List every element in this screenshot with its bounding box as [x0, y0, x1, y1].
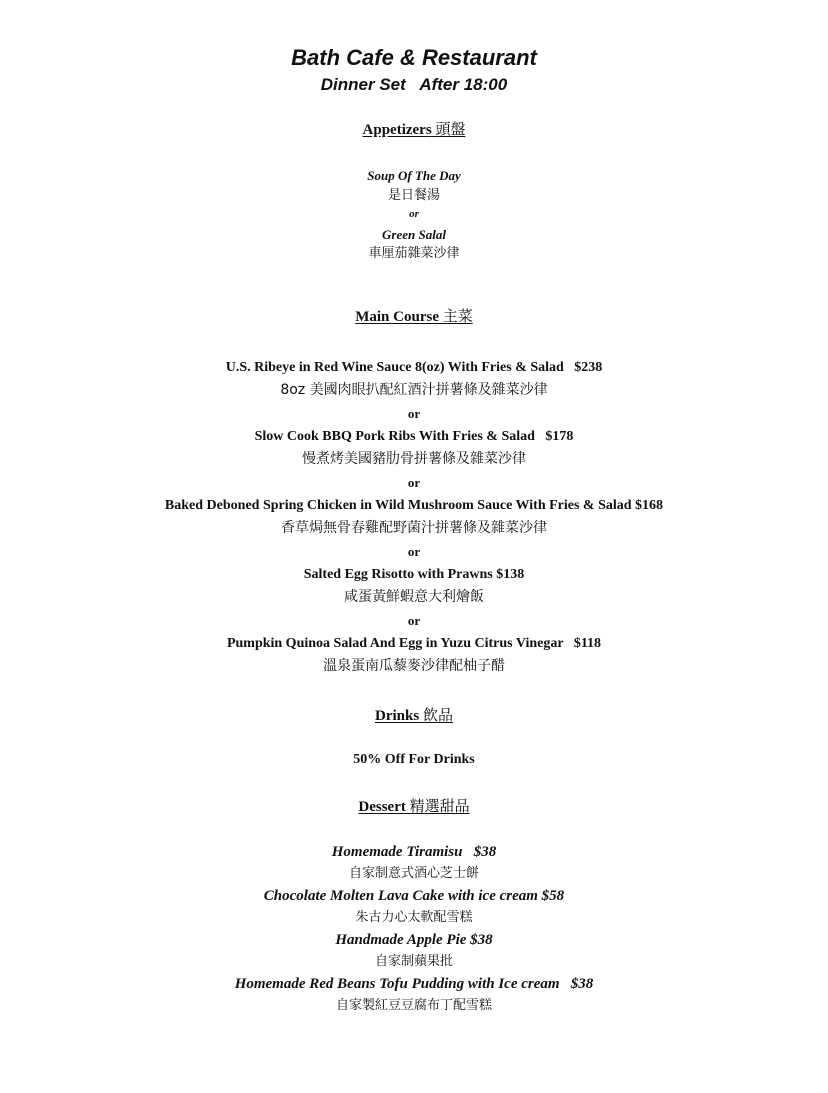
- or-separator: or: [407, 475, 421, 490]
- dessert-item-name-zh: 自家制蘋果批: [374, 954, 453, 969]
- main-item-name: Pumpkin Quinoa Salad And Egg in Yuzu Citrus Vinegar $118: [226, 636, 602, 651]
- appetizer-item-name-zh: 車厘茄雜菜沙律: [368, 246, 460, 261]
- main-course-heading-zh: 主菜: [442, 307, 473, 325]
- restaurant-name: Bath Cafe & Restaurant: [291, 45, 537, 70]
- dessert-heading: [0, 796, 828, 817]
- main-item-name-zh: 慢煮烤美國豬肋骨拼薯條及雜菜沙律: [302, 451, 526, 467]
- main-item-name-zh: 香草焗無骨春雞配野菌汁拼薯條及雜菜沙律: [281, 520, 547, 536]
- main-item-name: Baked Deboned Spring Chicken in Wild Mushroom Sauce With Fries & Salad $168: [164, 498, 664, 513]
- appetizers-heading-zh: 頭盤: [435, 120, 466, 138]
- appetizers-heading: [0, 119, 828, 140]
- dessert-heading-zh: 精選甜品: [409, 797, 470, 815]
- dessert-item-name-zh: 朱古力心太軟配雪糕: [355, 910, 473, 925]
- dessert-item-name-zh: 自家制意式酒心芝士餅: [348, 866, 479, 881]
- main-item-name-zh: 8oz 美國肉眼扒配紅酒汁拼薯條及雜菜沙律: [280, 382, 548, 398]
- menu-subtitle: Dinner Set After 18:00: [320, 75, 508, 94]
- dessert-item-name: Homemade Tiramisu $38: [331, 844, 497, 860]
- main-item-name: Salted Egg Risotto with Prawns $138: [303, 567, 525, 582]
- drinks-heading: [0, 705, 828, 726]
- main-course-heading: [0, 306, 828, 327]
- dessert-item-name: Handmade Apple Pie $38: [335, 932, 493, 948]
- drinks-heading-en: Drinks: [375, 708, 420, 724]
- appetizers-list: [0, 166, 828, 264]
- dessert-heading-en: Dessert: [358, 799, 406, 815]
- dessert-item-name: Homemade Red Beans Tofu Pudding with Ice cream $38: [234, 976, 594, 992]
- appetizer-item-name-zh: 是日餐湯: [387, 187, 440, 203]
- or-separator: or: [407, 406, 421, 421]
- main-course-heading-en: Main Course: [355, 309, 439, 325]
- main-item-name: U.S. Ribeye in Red Wine Sauce 8(oz) With Fries & Salad $238: [225, 360, 603, 375]
- drinks-offer: 50% Off For Drinks: [353, 752, 475, 767]
- appetizer-item-name: Soup Of The Day: [367, 168, 461, 183]
- menu-header: [0, 44, 828, 98]
- appetizer-item-name: Green Salal: [382, 226, 446, 242]
- or-separator: or: [407, 544, 421, 559]
- dessert-list: [0, 841, 828, 1017]
- main-item-name-zh: 溫泉蛋南瓜藜麥沙律配柚子醋: [323, 658, 505, 674]
- appetizers-heading-en: Appetizers: [362, 122, 432, 138]
- main-course-list: [0, 356, 828, 678]
- dessert-item-name-zh: 自家製紅豆豆腐布丁配雪糕: [335, 998, 492, 1013]
- dessert-item-name: Chocolate Molten Lava Cake with ice cream $58: [263, 888, 565, 904]
- main-item-name: Slow Cook BBQ Pork Ribs With Fries & Salad $178: [254, 429, 574, 444]
- main-item-name-zh: 咸蛋黃鮮蝦意大利燴飯: [344, 589, 484, 605]
- drinks-heading-zh: 飲品: [422, 706, 453, 724]
- or-separator: or: [409, 208, 419, 220]
- or-separator: or: [407, 613, 421, 628]
